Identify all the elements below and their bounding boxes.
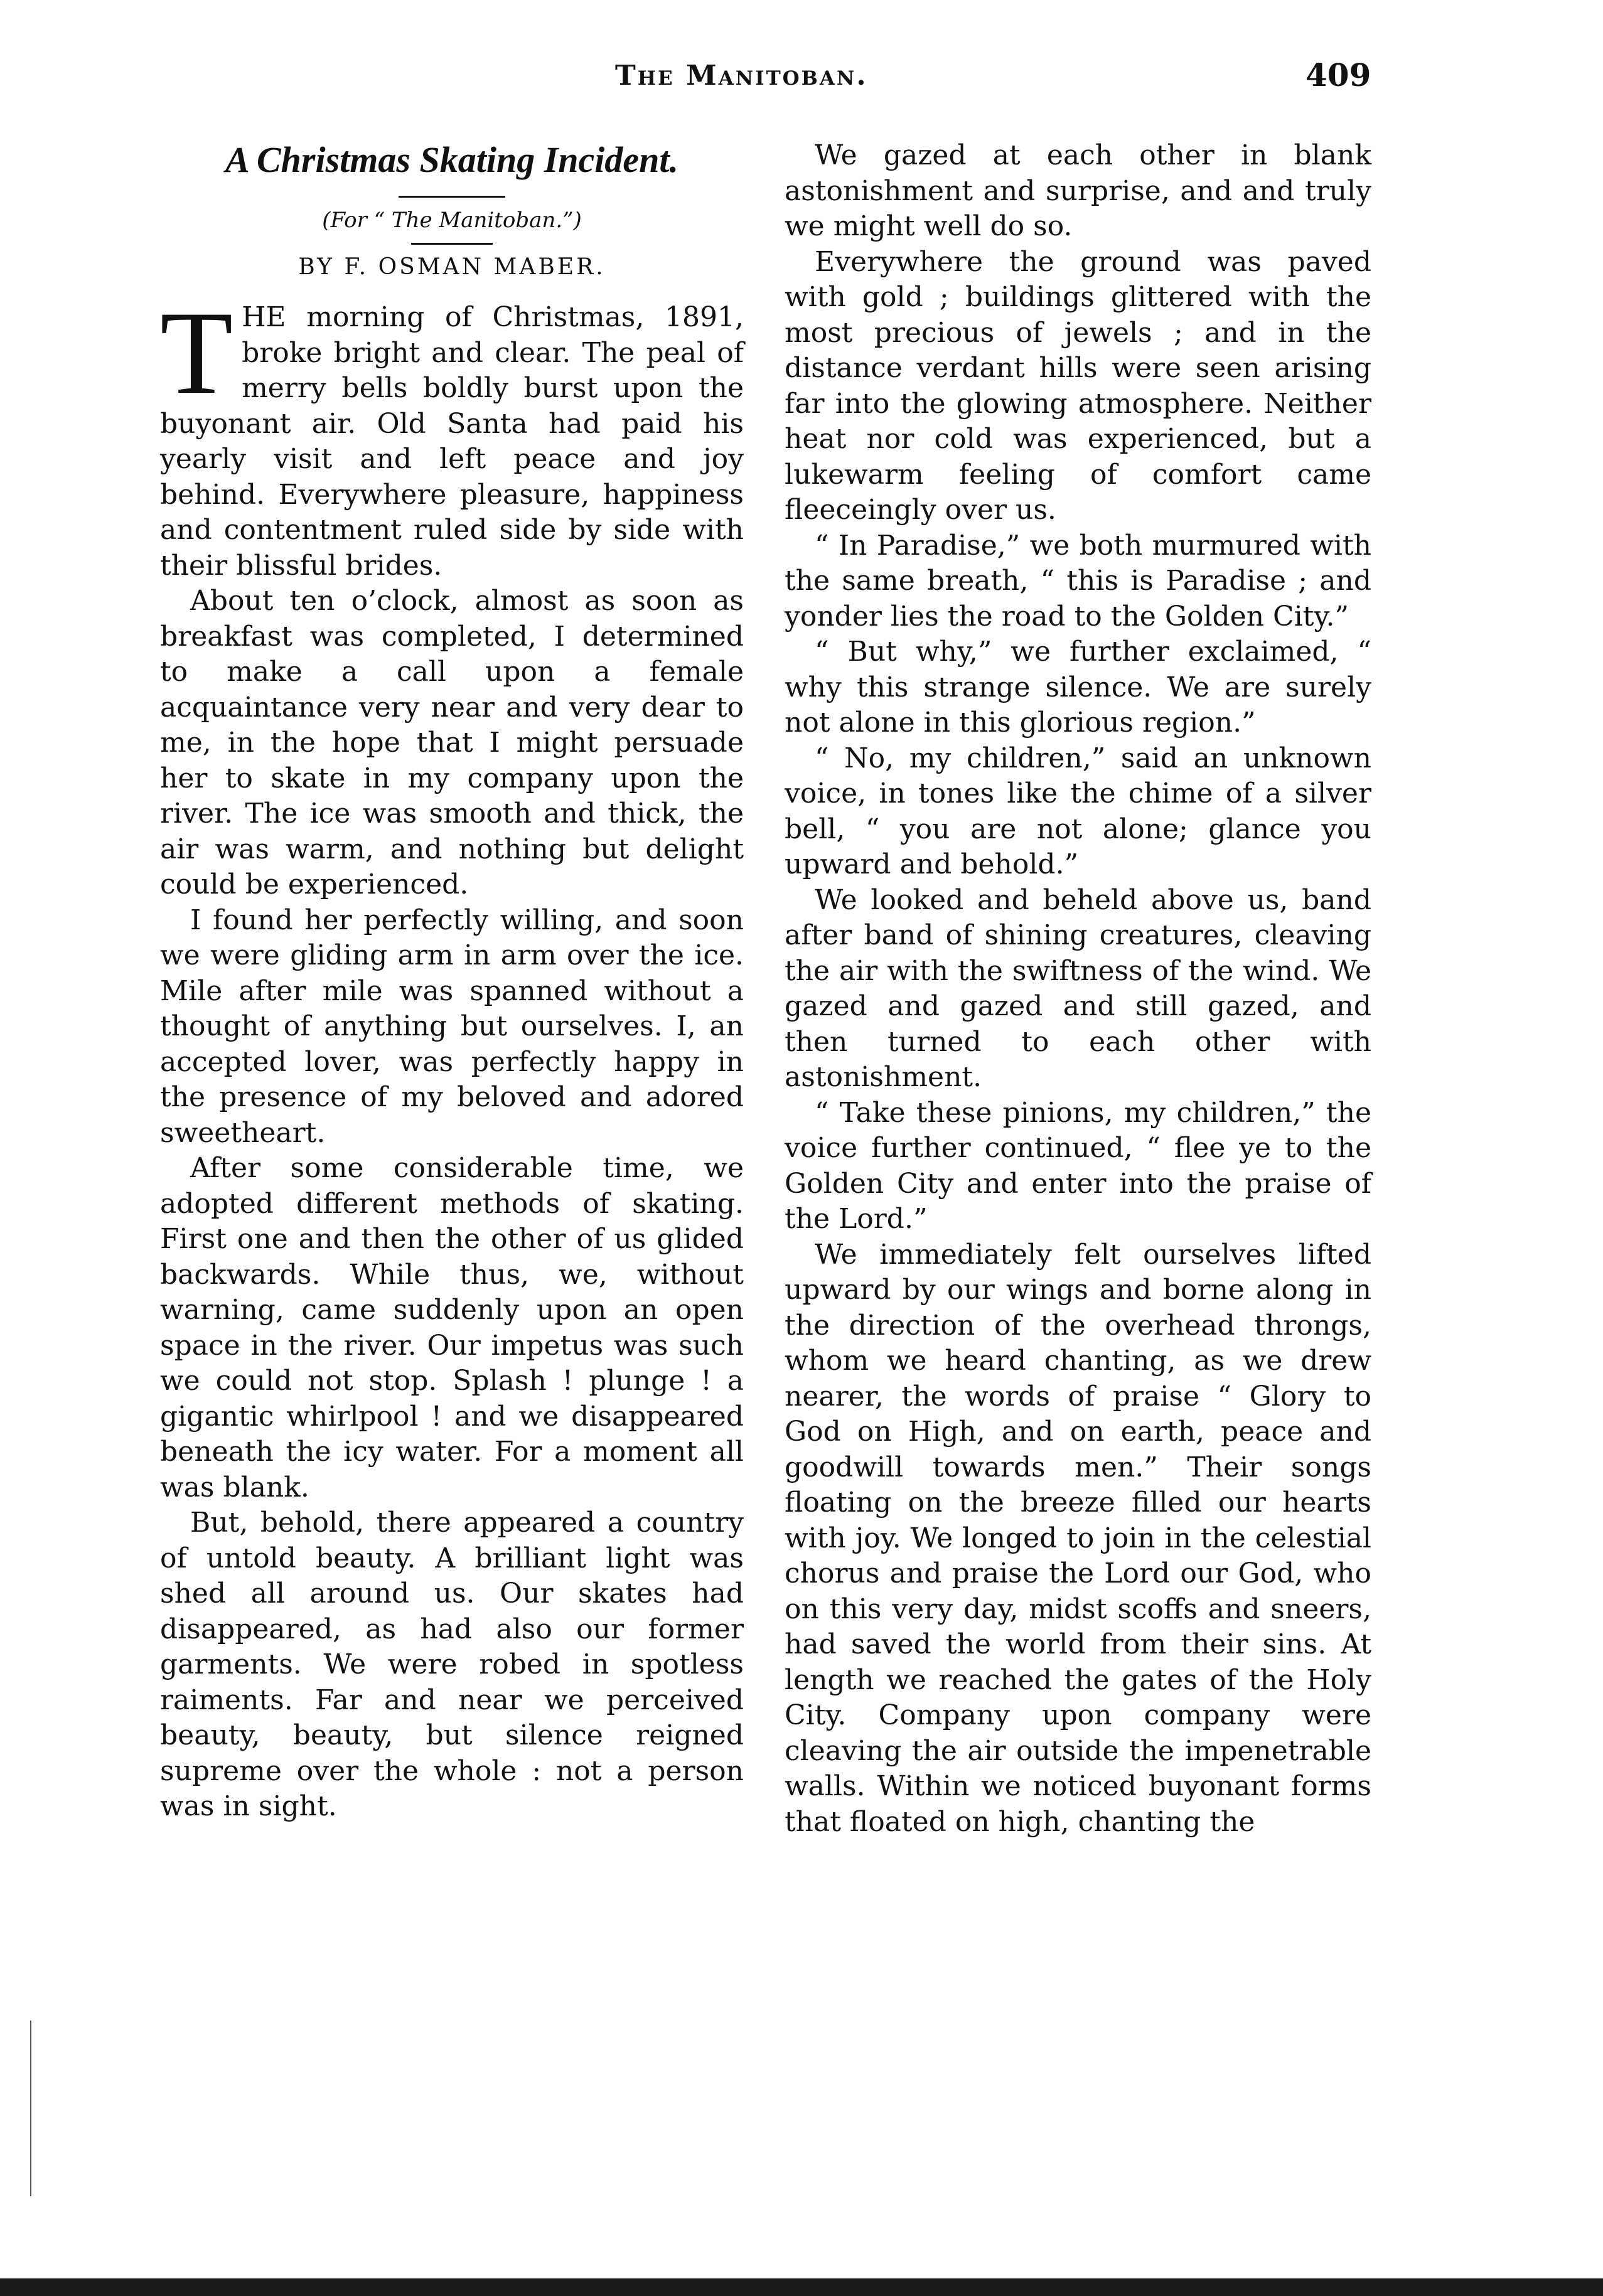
- paragraph: “ In Paradise,” we both murmured with the same breath, “ this is Paradise ; and yonder lies the road to the Golden City.”: [785, 529, 1371, 633]
- opening-paragraph-text: HE morning of Christmas, 1891, broke bright and clear. The peal of merry bells boldly burst upon the buyonant air. Old Santa had paid his yearly visit and left peace and joy behind. Everywhere pleasure, happiness and contentment ruled side by side with their blissful brides.: [160, 301, 744, 582]
- paragraph: I found her perfectly willing, and soon we were gliding arm in arm over the ice. Mile after mile was spanned without a thought of anything but ourselves. I, an accepted lover, was perfectly happy in the presence of my beloved and adored sweetheart.: [160, 904, 744, 1149]
- page-number: 409: [1305, 56, 1371, 93]
- title-rule: [399, 196, 505, 198]
- subtitle-rule: [411, 243, 493, 245]
- article-subtitle: (For “ The Manitoban.”): [322, 208, 582, 233]
- left-column: [160, 138, 744, 1825]
- article-byline: BY F. OSMAN MABER.: [298, 254, 606, 280]
- paragraph: We immediately felt ourselves lifted upward by our wings and borne along in the direction of the overhead throngs, whom we heard chanting, as we drew nearer, the words of praise “ Glory to God on High, and on earth, peace and goodwill towards men.” Their songs floating on the breeze filled our hearts with joy. We longed to join in the celestial chorus and praise the Lord our God, who on this very day, midst scoffs and sneers, had saved the world from their sins. At length we reached the gates of the Holy City. Company upon company were cleaving the air outside the impenetrable walls. Within we noticed buyonant forms that floated on high, chanting the: [785, 1238, 1371, 1838]
- scan-bottom-edge: [0, 2278, 1603, 2296]
- right-column: [785, 138, 1371, 1840]
- article-title: A Christmas Skating Incident.: [225, 139, 679, 180]
- paragraph: After some considerable time, we adopted different methods of skating. First one and then the other of us glided backwards. While thus, we, without warning, came suddenly upon an open space in the river. Our impetus was such we could not stop. Splash ! plunge ! a gigantic whirlpool ! and we disappeared beneath the icy water. For a moment all was blank.: [160, 1152, 744, 1503]
- paragraph: We gazed at each other in blank astonishment and surprise, and and truly we might well do so.: [785, 139, 1371, 242]
- drop-cap: T: [160, 287, 233, 419]
- opening-paragraph: [160, 287, 744, 584]
- paragraph: But, behold, there appeared a country of untold beauty. A brilliant light was shed all around us. Our skates had disappeared, as had also our former garments. We were robed in spotless raiments. Far and near we perceived beauty, beauty, but silence reigned supreme over the whole : not a person was in sight.: [160, 1507, 744, 1822]
- paragraph: “ No, my children,” said an unknown voice, in tones like the chime of a silver bell, “ you are not alone; glance you upward and behold.”: [785, 742, 1371, 880]
- paragraph: “ But why,” we further exclaimed, “ why this strange silence. We are surely not alone in this glorious region.”: [785, 636, 1371, 739]
- paragraph: About ten o’clock, almost as soon as breakfast was completed, I determined to make a call upon a female acquaintance very near and very dear to me, in the hope that I might persuade her to skate in my company upon the river. The ice was smooth and thick, the air was warm, and nothing but delight could be experienced.: [160, 585, 744, 900]
- paragraph: We looked and beheld above us, band after band of shining creatures, cleaving the air with the swiftness of the wind. We gazed and gazed and still gazed, and then turned to each other with astonishment.: [785, 884, 1371, 1093]
- margin-scan-marks: [30, 2021, 38, 2196]
- paragraph: Everywhere the ground was paved with gold ; buildings glittered with the most precious of jewels ; and in the distance verdant hills were seen arising far into the glowing atmosphere. Neither heat nor cold was experienced, but a lukewarm feeling of comfort came fleeceingly over us.: [785, 245, 1371, 526]
- running-header: The Manitoban.: [615, 60, 868, 92]
- paragraph: “ Take these pinions, my children,” the voice further continued, “ flee ye to the Golden City and enter into the praise of the Lord.”: [785, 1096, 1371, 1235]
